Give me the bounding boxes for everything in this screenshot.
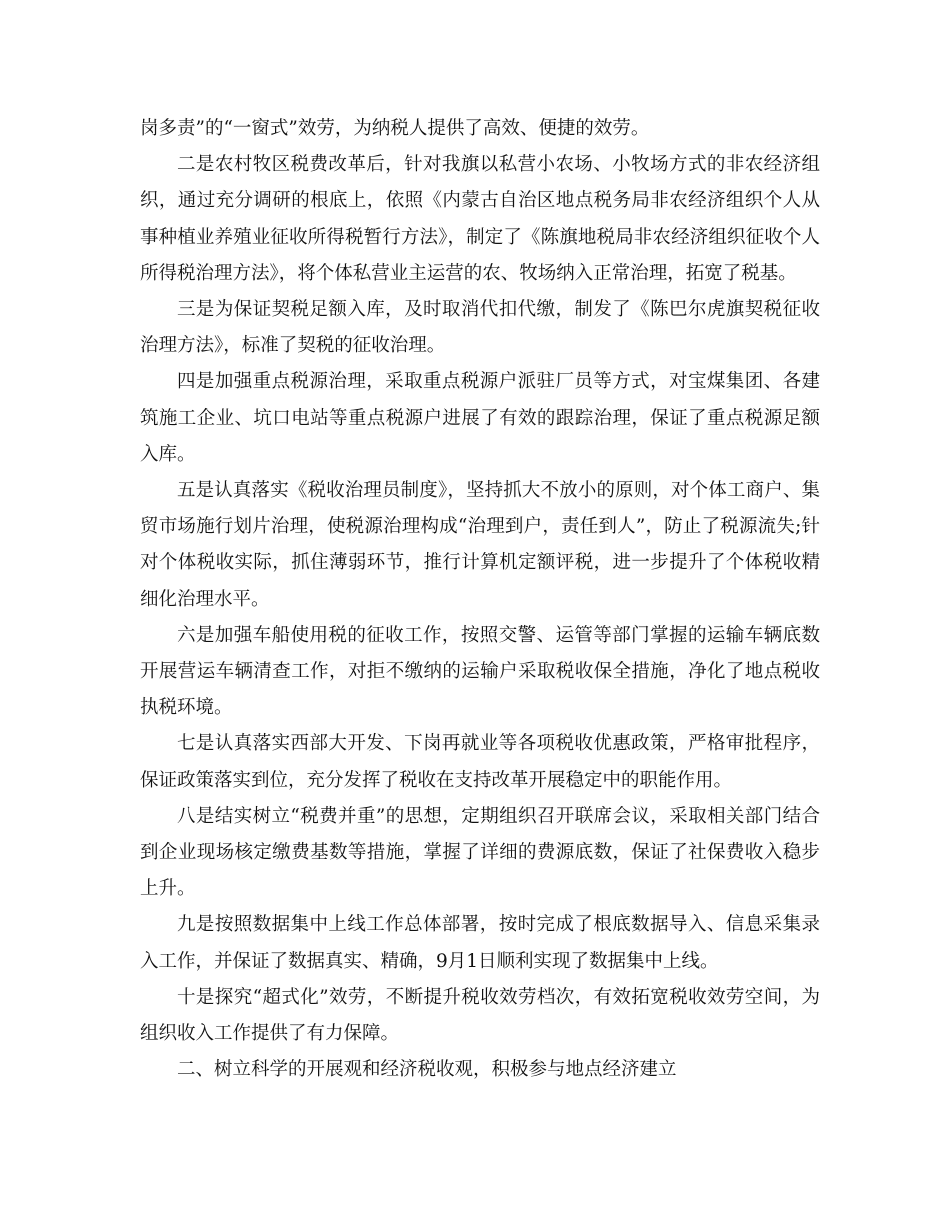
paragraph-item-10: 十是探究“超式化”效劳，不断提升税收效劳档次，有效拓宽税收效劳空间，为组织收入工作提供了有力保障。	[140, 986, 820, 1045]
paragraph-item-6: 六是加强车船使用税的征收工作，按照交警、运管等部门掌握的运输车辆底数开展营运车辆清查工作，对拒不缴纳的运输户采取税收保全措施，净化了地点税收执税环境。	[140, 624, 820, 719]
paragraph-continuation: 岗多责”的“一窗式”效劳，为纳税人提供了高效、便捷的效劳。	[140, 118, 650, 139]
paragraph-item-4: 四是加强重点税源治理，采取重点税源户派驻厂员等方式，对宝煤集团、各建筑施工企业、坑口电站等重点税源户进展了有效的跟踪治理，保证了重点税源足额入库。	[140, 371, 820, 465]
paragraph-item-5: 五是认真落实《税收治理员制度》，坚持抓大不放小的原则，对个体工商户、集贸市场施行划片治理，使税源治理构成“治理到户，责任到人”，防止了税源流失;针对个体税收实际，抓住薄弱环节，推行计算机定额评税，进一步提升了个体税收精细化治理水平。	[140, 480, 820, 610]
paragraph-item-2: 二是农村牧区税费改革后，针对我旗以私营小农场、小牧场方式的非农经济组织，通过充分调研的根底上，依照《内蒙古自治区地点税务局非农经济组织个人从事种植业养殖业征收所得税暂行方法》，制定了《陈旗地税局非农经济组织征收个人所得税治理方法》，将个体私营业主运营的农、牧场纳入正常治理，拓宽了税基。	[140, 154, 820, 284]
paragraph-item-7: 七是认真落实西部大开发、下岗再就业等各项税收优惠政策，严格审批程序，保证政策落实到位，充分发挥了税收在支持改革开展稳定中的职能作用。	[140, 733, 820, 791]
paragraph-item-3: 三是为保证契税足额入库，及时取消代扣代缴，制发了《陈巴尔虎旗契税征收治理方法》，标准了契税的征收治理。	[140, 299, 820, 357]
paragraph-item-8: 八是结实树立“税费并重”的思想，定期组织召开联席会议，采取相关部门结合到企业现场核定缴费基数等措施，掌握了详细的费源底数，保证了社保费收入稳步上升。	[140, 805, 820, 900]
section-heading: 二、树立科学的开展观和经济税收观，积极参与地点经济建立	[177, 1059, 677, 1081]
document-body	[140, 111, 820, 1088]
paragraph-item-9: 九是按照数据集中上线工作总体部署，按时完成了根底数据导入、信息采集录入工作，并保证了数据真实、精确，9月1日顺利实现了数据集中上线。	[140, 914, 820, 972]
